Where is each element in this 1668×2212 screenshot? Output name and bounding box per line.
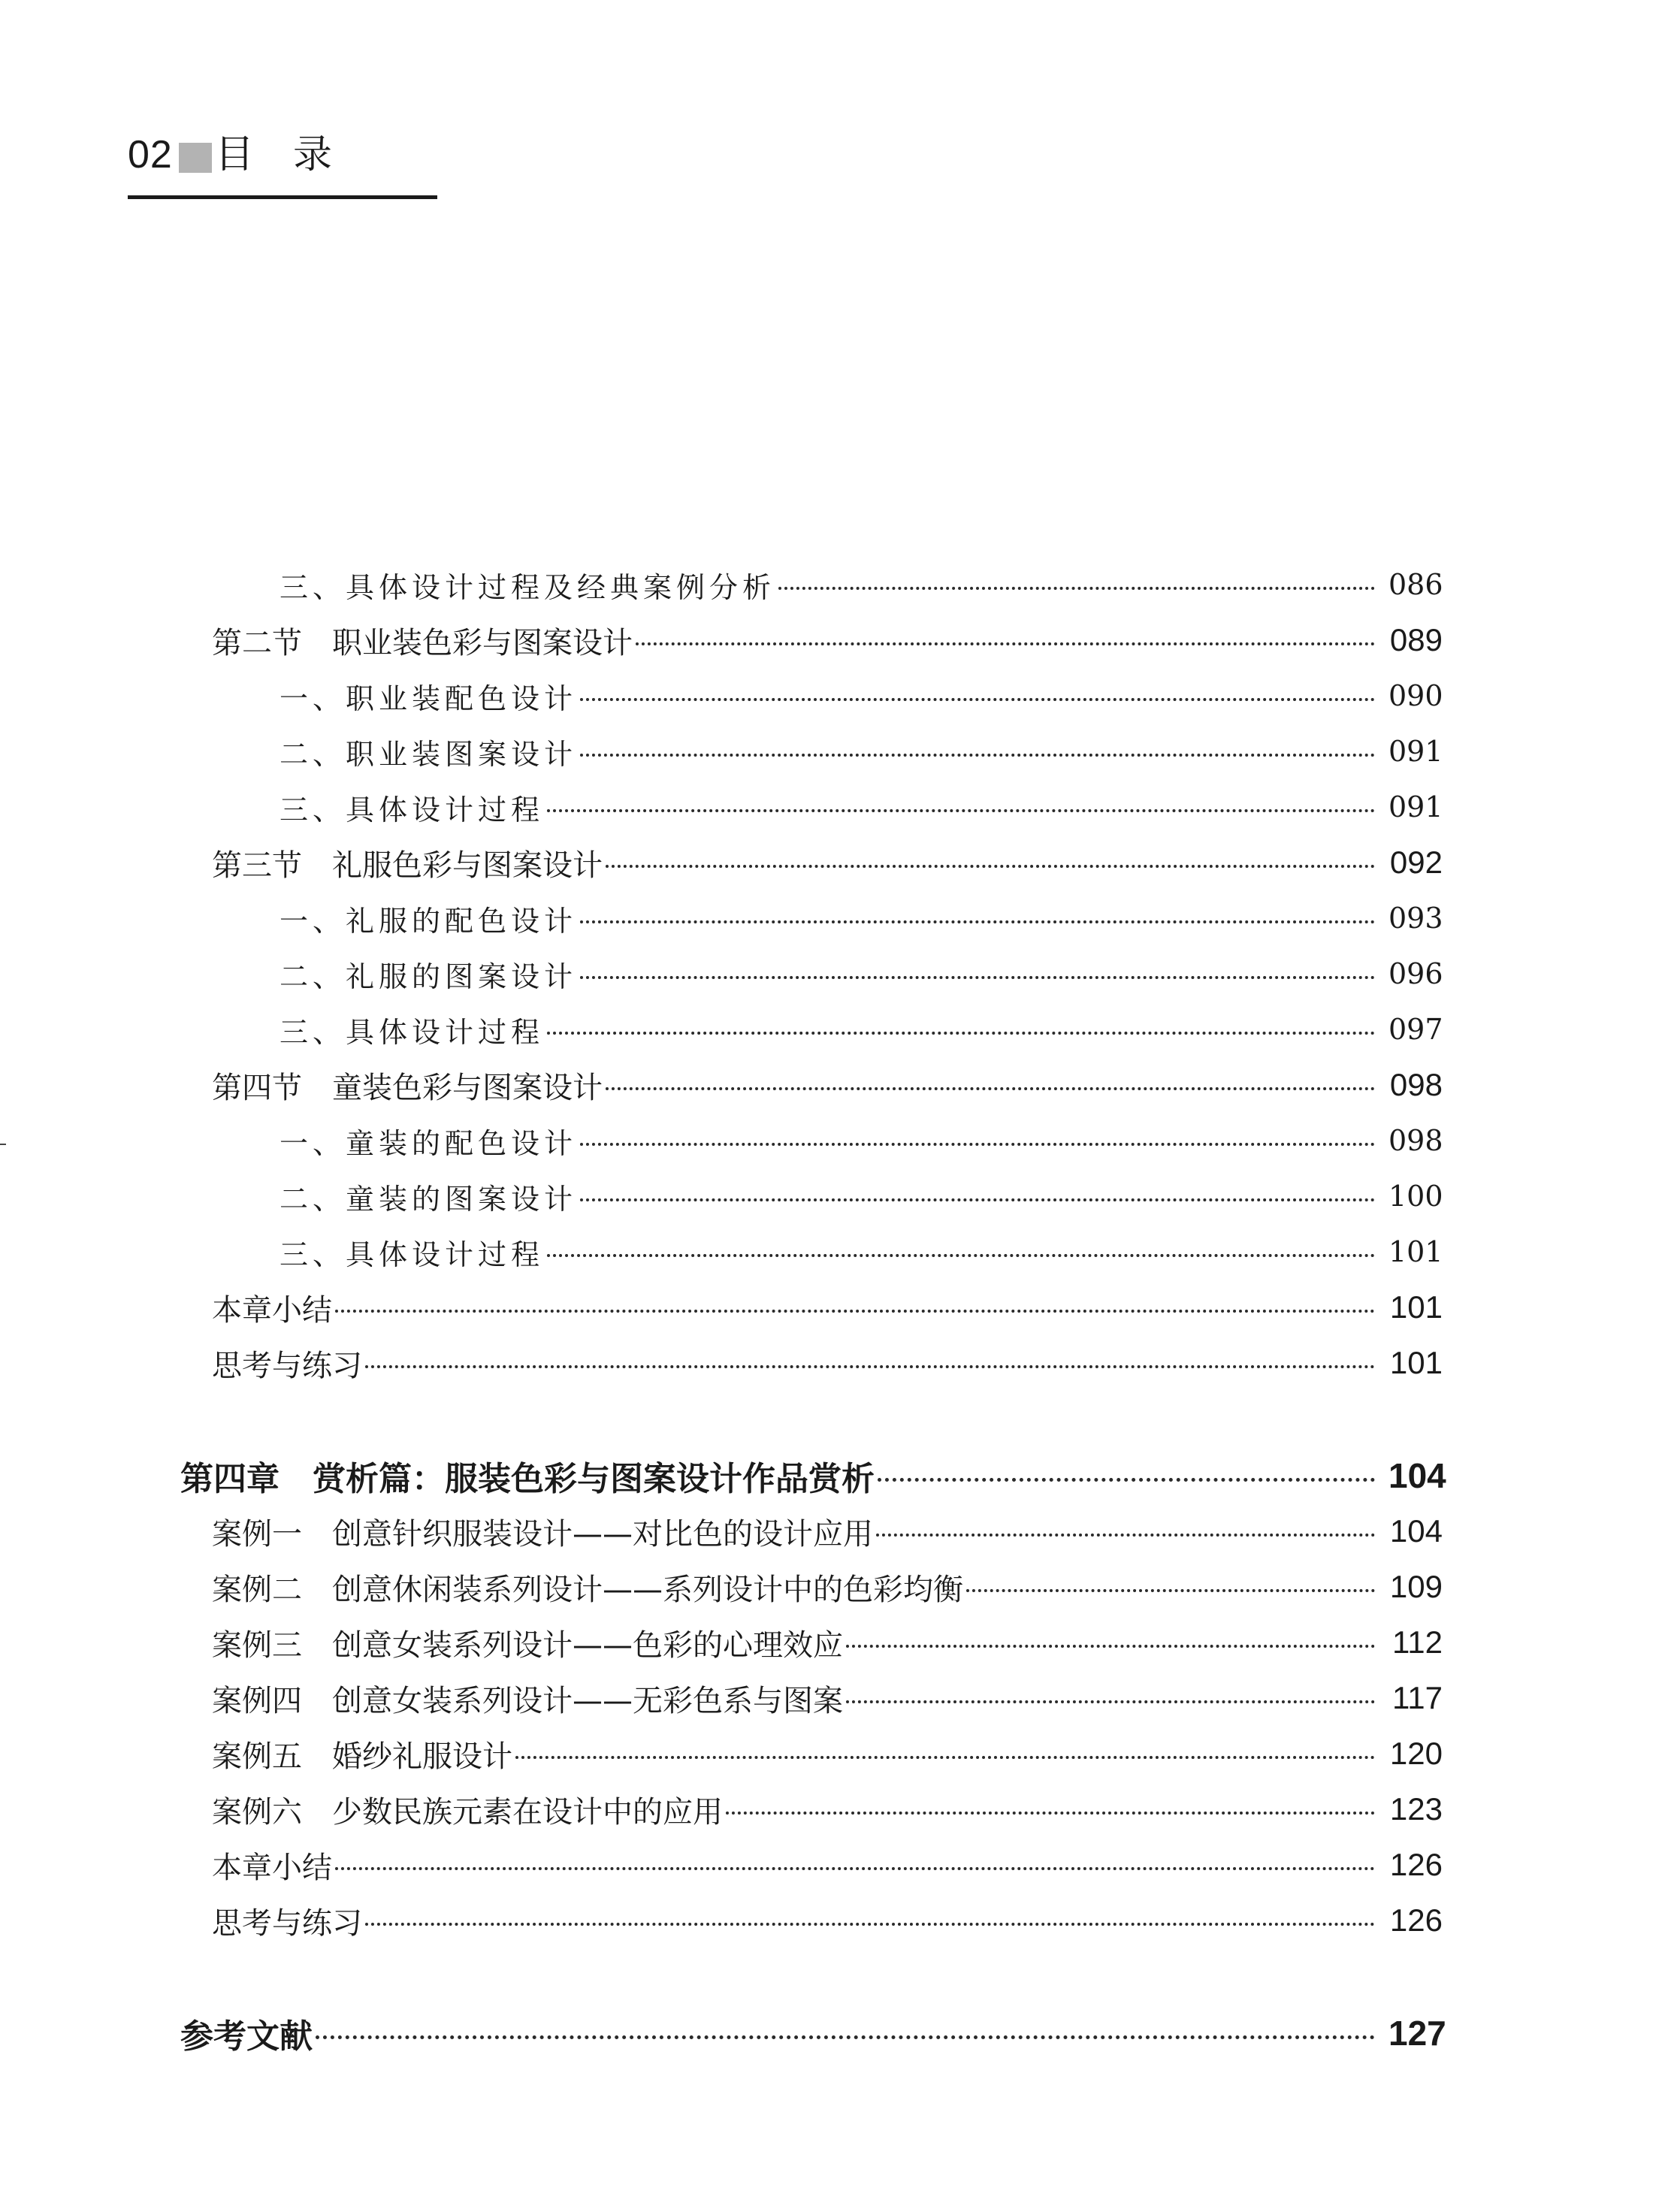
- toc-section-entry: [212, 1841, 1443, 1889]
- toc-entry-page: 126: [1389, 1902, 1443, 1938]
- toc-leader-dots: [580, 920, 1375, 923]
- toc-entry-label: 三、具体设计过程及经典案例分析: [280, 570, 776, 604]
- toc-entry-label: 一、礼服的配色设计: [280, 904, 578, 938]
- toc-subsection-entry: [280, 1005, 1443, 1053]
- toc-section-entry: [212, 1785, 1443, 1833]
- toc-entry-label: 思考与练习: [212, 1348, 362, 1383]
- toc-entry-page: 096: [1388, 957, 1443, 990]
- toc-leader-dots: [778, 587, 1375, 590]
- page-title: 目录: [215, 132, 372, 177]
- toc-entry-label: 一、童装的配色设计: [280, 1126, 578, 1160]
- toc-leader-dots: [726, 1812, 1375, 1815]
- toc-entry-page: 092: [1389, 845, 1443, 880]
- toc-leader-dots: [547, 1254, 1375, 1257]
- toc-entry-page: 086: [1388, 568, 1443, 601]
- toc-entry-label: 案例六 少数民族元素在设计中的应用: [212, 1794, 723, 1830]
- toc-entry-page: 112: [1392, 1624, 1443, 1660]
- toc-leader-dots: [335, 1310, 1375, 1313]
- toc-entry-label: 案例二 创意休闲装系列设计——系列设计中的色彩均衡: [212, 1572, 963, 1607]
- toc-entry-page: 098: [1389, 1067, 1443, 1102]
- toc-entry-page: 093: [1388, 902, 1443, 935]
- toc-entry-label: 案例一 创意针织服装设计——对比色的设计应用: [212, 1516, 873, 1552]
- toc-leader-dots: [846, 1645, 1375, 1648]
- toc-leader-dots: [365, 1365, 1375, 1368]
- toc-leader-dots: [547, 1032, 1375, 1035]
- toc-entry-page: 101: [1388, 1235, 1443, 1268]
- toc-entry-label: 三、具体设计过程: [280, 793, 545, 826]
- toc-section-entry: [212, 1896, 1443, 1945]
- toc-entry-label: 三、具体设计过程: [280, 1237, 545, 1271]
- toc-entry-label: 二、童装的图案设计: [280, 1182, 578, 1216]
- toc-entry-page: 127: [1388, 2014, 1446, 2053]
- toc-entry-page: 104: [1389, 1513, 1443, 1549]
- toc-entry-label: 参考文献: [180, 2017, 313, 2056]
- toc-entry-label: 案例四 创意女装系列设计——无彩色系与图案: [212, 1683, 843, 1718]
- toc-subsection-entry: [280, 561, 1443, 609]
- toc-chapter-entry: [180, 2009, 1446, 2057]
- toc-entry-label: 第四章 赏析篇：服装色彩与图案设计作品赏析: [180, 1460, 875, 1498]
- toc-entry-page: 126: [1389, 1847, 1443, 1882]
- toc-entry-page: 090: [1388, 679, 1443, 712]
- toc-leader-dots: [547, 809, 1375, 812]
- toc-section-entry: [212, 1339, 1443, 1387]
- toc-leader-dots: [876, 1534, 1375, 1537]
- toc-entry-page: 097: [1388, 1013, 1443, 1046]
- toc-section-entry: [212, 839, 1443, 887]
- toc-entry-page: 091: [1388, 790, 1443, 823]
- toc-leader-dots: [580, 698, 1375, 701]
- toc-entry-page: 101: [1389, 1345, 1443, 1380]
- toc-section-entry: [212, 1061, 1443, 1109]
- toc-entry-label: 本章小结: [212, 1850, 332, 1885]
- toc-subsection-entry: [280, 783, 1443, 831]
- toc-leader-dots: [580, 1143, 1375, 1146]
- toc-entry-label: 案例三 创意女装系列设计——色彩的心理效应: [212, 1627, 843, 1663]
- toc-entry-label: 第三节 礼服色彩与图案设计: [212, 848, 603, 883]
- toc-leader-dots: [365, 1923, 1375, 1926]
- toc-entry-label: 案例五 婚纱礼服设计: [212, 1739, 512, 1774]
- toc-section-entry: [212, 1618, 1443, 1667]
- toc-entry-page: 104: [1388, 1456, 1446, 1495]
- toc-subsection-entry: [280, 1172, 1443, 1220]
- toc-chapter-entry: [180, 1452, 1446, 1500]
- toc-entry-page: 123: [1389, 1791, 1443, 1827]
- toc-leader-dots: [966, 1589, 1375, 1592]
- toc-leader-dots: [636, 642, 1375, 645]
- toc-subsection-entry: [280, 727, 1443, 775]
- toc-leader-dots: [335, 1867, 1375, 1870]
- toc-entry-label: 本章小结: [212, 1292, 332, 1328]
- toc-entry-label: 三、具体设计过程: [280, 1015, 545, 1049]
- toc-section-entry: [212, 1507, 1443, 1555]
- toc-leader-dots: [580, 1198, 1375, 1201]
- toc-entry-page: 101: [1389, 1289, 1443, 1325]
- toc-entry-label: 一、职业装配色设计: [280, 681, 578, 715]
- toc-entry-label: 第四节 童装色彩与图案设计: [212, 1070, 603, 1105]
- toc-subsection-entry: [280, 894, 1443, 942]
- toc-leader-dots: [316, 2035, 1375, 2039]
- toc-leader-dots: [606, 865, 1375, 868]
- toc-entry-page: 117: [1392, 1680, 1443, 1715]
- toc-entry-page: 098: [1388, 1124, 1443, 1157]
- toc-section-entry: [212, 1674, 1443, 1722]
- toc-entry-page: 089: [1389, 622, 1443, 657]
- toc-subsection-entry: [280, 1117, 1443, 1165]
- toc-leader-dots: [606, 1087, 1375, 1090]
- toc-subsection-entry: [280, 672, 1443, 720]
- toc-entry-page: 100: [1388, 1180, 1443, 1213]
- toc-section-entry: [212, 1283, 1443, 1331]
- toc-entry-label: 二、礼服的图案设计: [280, 959, 578, 993]
- toc-entry-label: 思考与练习: [212, 1905, 362, 1941]
- toc-entry-page: 120: [1389, 1736, 1443, 1771]
- page-number: 02: [128, 133, 173, 177]
- toc-entry-label: 二、职业装图案设计: [280, 737, 578, 771]
- toc-subsection-entry: [280, 950, 1443, 998]
- toc-entry-label: 第二节 职业装色彩与图案设计: [212, 625, 633, 660]
- toc-subsection-entry: [280, 1228, 1443, 1276]
- toc-section-entry: [212, 1730, 1443, 1778]
- toc-entry-page: 109: [1389, 1569, 1443, 1604]
- toc-section-entry: [212, 1563, 1443, 1611]
- toc-section-entry: [212, 616, 1443, 664]
- toc-leader-dots: [580, 754, 1375, 757]
- toc-entry-page: 091: [1388, 735, 1443, 768]
- toc-leader-dots: [878, 1478, 1375, 1482]
- toc-leader-dots: [846, 1700, 1375, 1703]
- toc-leader-dots: [515, 1756, 1375, 1759]
- toc-leader-dots: [580, 976, 1375, 979]
